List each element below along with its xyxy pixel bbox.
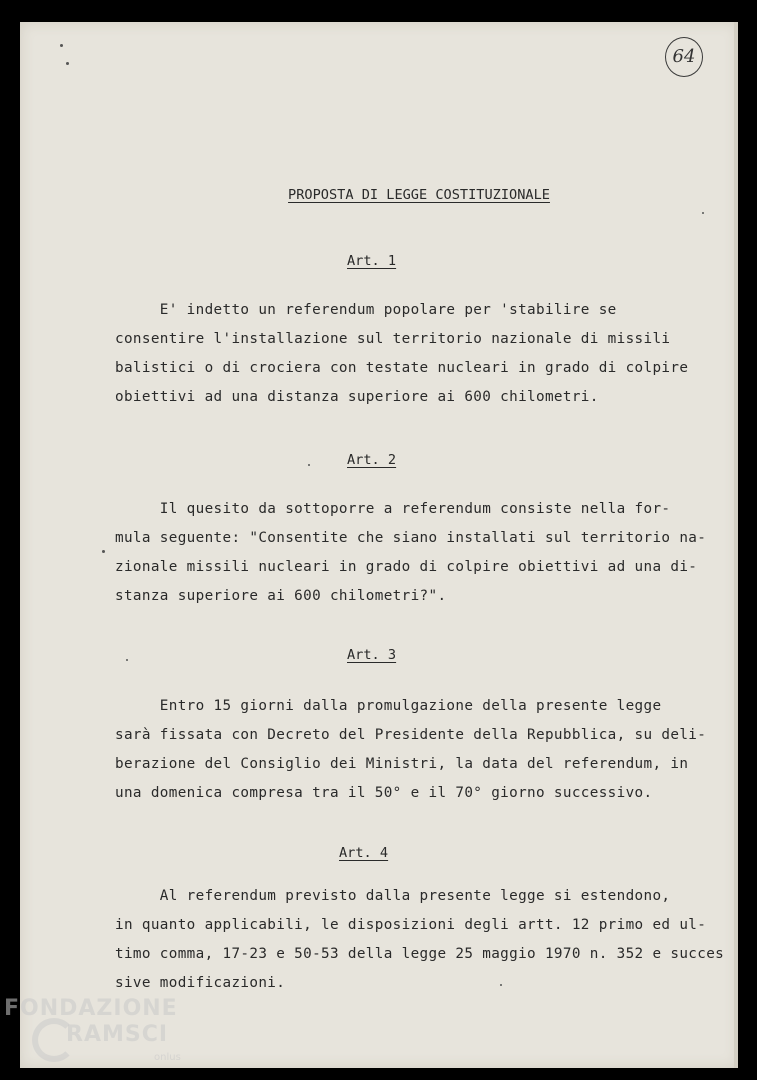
document-page <box>20 22 738 1068</box>
paper-speck <box>102 550 105 553</box>
paper-speck <box>702 212 704 214</box>
text-line: Entro 15 giorni dalla promulgazione della presente legge <box>115 698 662 714</box>
paper-speck <box>500 984 502 986</box>
text-line: Al referendum previsto dalla presente legge si estendono, <box>115 888 671 904</box>
document-title: PROPOSTA DI LEGGE COSTITUZIONALE <box>288 187 550 203</box>
fondazione-gramsci-watermark <box>4 996 204 1076</box>
article-4-heading: Art. 4 <box>339 845 389 861</box>
text-line: stanza superiore ai 600 chilometri?". <box>115 588 447 604</box>
text-line: mula seguente: "Consentite che siano installati sul territorio na- <box>115 530 707 546</box>
text-line: Il quesito da sottoporre a referendum consiste nella for- <box>115 501 671 517</box>
text-line: balistici o di crociera con testate nucleari in grado di colpire <box>115 360 689 376</box>
text-line: una domenica compresa tra il 50° e il 70° giorno successivo. <box>115 785 653 801</box>
watermark-subtitle: onlus <box>154 1052 181 1063</box>
paper-speck <box>60 44 63 47</box>
article-3-text <box>115 692 715 808</box>
paper-speck <box>66 62 69 65</box>
text-line: in quanto applicabili, le disposizioni degli artt. 12 primo ed ul- <box>115 917 707 933</box>
text-line: sarà fissata con Decreto del Presidente della Repubblica, su deli- <box>115 727 707 743</box>
text-line: zionale missili nucleari in grado di colpire obiettivi ad una di- <box>115 559 698 575</box>
text-line: sive modificazioni. <box>115 975 286 991</box>
text-line: timo comma, 17-23 e 50-53 della legge 25 maggio 1970 n. 352 e succes <box>115 946 725 962</box>
text-line: obiettivi ad una distanza superiore ai 600 chilometri. <box>115 389 599 405</box>
text-line: E' indetto un referendum popolare per 'stabilire se <box>115 302 617 318</box>
article-1-heading: Art. 1 <box>347 253 397 269</box>
text-line: berazione del Consiglio dei Ministri, la data del referendum, in <box>115 756 689 772</box>
article-2-heading: Art. 2 <box>347 452 397 468</box>
watermark-line-1: FONDAZIONE <box>4 996 178 1021</box>
page-number-stamp: 64 <box>665 37 703 77</box>
article-2-text <box>115 495 715 611</box>
article-3-heading: Art. 3 <box>347 647 397 663</box>
paper-edge <box>734 22 738 1068</box>
watermark-line-2: RAMSCI <box>66 1022 169 1047</box>
article-4-text <box>115 882 725 998</box>
article-1-text <box>115 296 715 412</box>
paper-speck <box>308 464 310 466</box>
text-line: consentire l'installazione sul territorio nazionale di missili <box>115 331 671 347</box>
paper-speck <box>126 659 128 661</box>
